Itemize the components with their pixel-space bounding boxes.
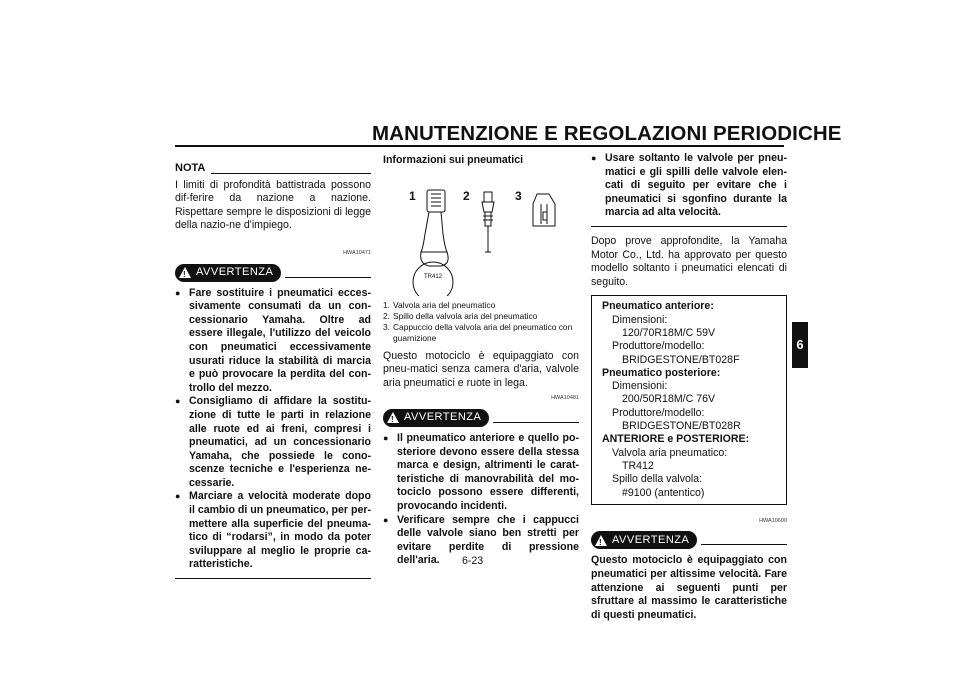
warning-label: AVVERTENZA (612, 533, 690, 546)
warning-code: HWA10600 (759, 517, 787, 524)
warning-icon: ! (179, 267, 191, 278)
caption-text: Cappuccio della valvola aria del pneumatico con guarnizione (393, 321, 573, 343)
caption-number: 2. (383, 310, 390, 321)
both-tires-label: ANTERIORE e POSTERIORE: (602, 433, 750, 446)
caption-text: Valvola aria del pneumatico (393, 299, 496, 310)
column-1 (175, 152, 371, 587)
warning-header (175, 264, 371, 282)
warning-code: HWA10471 (343, 249, 371, 256)
spec-value: 120/70R18M/C 59V (622, 326, 716, 339)
warning-item: ● Verificare sempre che i cappucci delle valvole siano ben stretti per evitare perdite di pressione dell'aria. (383, 514, 579, 568)
spec-value: #9100 (antentico) (622, 486, 705, 499)
nota-text: I limiti di profondità battistrada possono dif-ferire da nazione a nazione. Rispettare sempre le disposizioni di legge della nazio-ne d'impiego. (175, 178, 371, 232)
page-title: MANUTENZIONE E REGOLAZIONI PERIODICHE (372, 122, 842, 145)
warning-badge (175, 264, 281, 282)
spec-value: BRIDGESTONE/BT028F (622, 353, 740, 366)
figure-label-1: 1 (409, 188, 416, 203)
nota-rule (211, 173, 371, 174)
warning-list (175, 287, 371, 572)
valve-figure (383, 168, 579, 296)
warning-end-rule (175, 578, 371, 579)
rear-tire-label: Pneumatico posteriore: (602, 366, 721, 379)
warning-item: ● Usare soltanto le valvole per pneu-matici e gli spilli delle valvole elen-cati di seguito per evitare che i pneumatici si sgonfino durante la marcia ad alta velocità. (591, 152, 787, 220)
nota-header (175, 162, 371, 176)
approval-text: Dopo prove approfondite, la Yamaha Motor Co., Ltd. ha approvato per questo modello soltanto i pneumatici elencati di seguito. (591, 234, 787, 288)
spec-label: Dimensioni: (612, 313, 668, 326)
caption-number: 3. (383, 321, 390, 332)
warning-rule (285, 277, 371, 278)
spec-label: Valvola aria pneumatico: (612, 446, 728, 459)
spec-label: Dimensioni: (612, 380, 668, 393)
spec-value: TR412 (622, 459, 654, 472)
warning-item: ● Marciare a velocità moderate dopo il cambio di un pneumatico, per per-mettere alla superficie del pneuma-tico di “rodarsi”, in modo da poter sviluppare al meglio le proprie ca-ratteristiche. (175, 490, 371, 572)
page-number: 6-23 (462, 555, 484, 567)
tire-info-body: Questo motociclo è equipaggiato con pneu-matici senza camera d'aria, valvole aria pneumatici e ruote in lega. (383, 349, 579, 389)
figure-captions (383, 300, 579, 344)
chapter-tab: 6 (792, 322, 808, 368)
warning-icon: ! (387, 412, 399, 423)
title-rule (175, 145, 784, 147)
warning-label: AVVERTENZA (196, 265, 274, 278)
front-tire-label: Pneumatico anteriore: (602, 300, 714, 313)
warning-icon: ! (595, 535, 607, 546)
warning-item: ● Il pneumatico anteriore e quello po-steriore devono essere della stessa marca e design, altrimenti le carat-teristiche di manovrabilità del mo-tociclo possono essere differenti, provocando incidenti. (383, 432, 579, 514)
warning-badge (591, 531, 697, 549)
warning-code: HWA10481 (551, 395, 579, 402)
valve-stamp-text: TR412 (423, 273, 443, 280)
caption-number: 1. (383, 299, 390, 310)
tire-spec-box (591, 295, 787, 504)
warning-label: AVVERTENZA (404, 411, 482, 424)
valve-drawing (383, 168, 579, 296)
column-2 (383, 152, 579, 568)
caption-text: Spillo della valvola aria del pneumatico (393, 310, 538, 321)
figure-label-2: 2 (463, 188, 470, 203)
warning-text: Questo motociclo è equipaggiato con pneumatici per altissime velocità. Fare attenzione ai seguenti punti per sfruttare al massimo le caratteristiche di questi pneumatici. (591, 554, 787, 621)
warning-rule (701, 544, 787, 545)
spec-label: Produttore/modello: (612, 406, 705, 419)
warning-header (591, 531, 787, 549)
spec-value: 200/50R18M/C 76V (622, 393, 716, 406)
warning-list (383, 432, 579, 568)
figure-label-3: 3 (515, 188, 522, 203)
spec-value: BRIDGESTONE/BT028R (622, 420, 741, 433)
warning-item: ● Fare sostituire i pneumatici ecces-sivamente consumati da un con-cessionario Yamaha. Oltre ad essere illegale, l'utilizzo del veicolo con pneumatici eccessivamente usurati riduce la stabilità di marcia e può provocare la perdita del con-trollo del mezzo. (175, 287, 371, 396)
warning-end-rule (591, 226, 787, 227)
warning-list (591, 152, 787, 220)
warning-badge (383, 409, 489, 427)
warning-item: ● Consigliamo di affidare la sostitu-zione di tutte le parti in relazione alle ruote ed ai freni, compresi i pneumatici, ad un concessionario Yamaha, che possiede le cono-scenze tecniche e l'esperienza ne-cessarie. (175, 395, 371, 490)
spec-label: Produttore/modello: (612, 340, 705, 353)
warning-rule (493, 422, 579, 423)
nota-label: NOTA (175, 162, 206, 174)
section-heading: Informazioni sui pneumatici (383, 154, 524, 166)
spec-label: Spillo della valvola: (612, 473, 703, 486)
warning-header (383, 409, 579, 427)
column-3 (591, 152, 787, 622)
